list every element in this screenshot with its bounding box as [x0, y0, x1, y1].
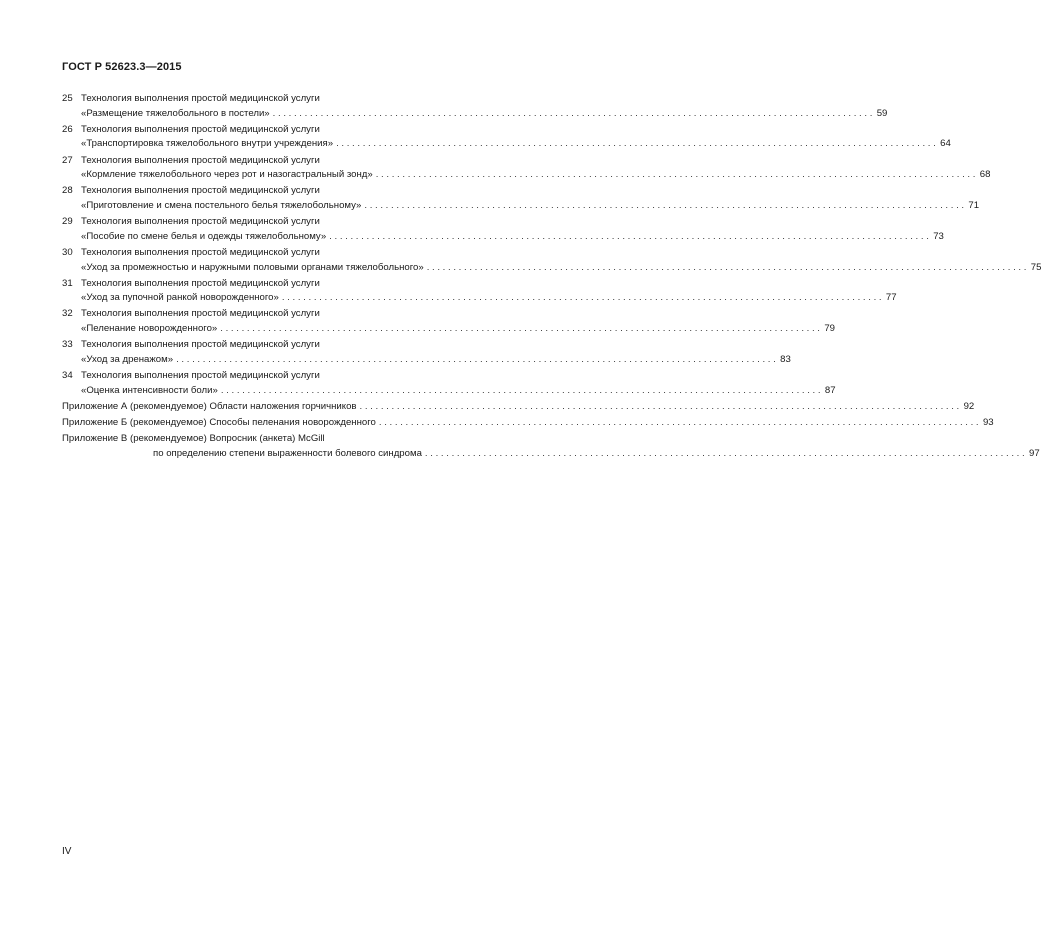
dot-leader [221, 384, 821, 399]
toc-entry-page: 87 [824, 384, 836, 396]
toc-entry[interactable] [62, 215, 944, 244]
toc-entry-page: 77 [885, 292, 897, 304]
toc-appendix-continuation: по определению степени выраженности болевого синдрома [153, 447, 422, 459]
toc-entry-subtitle: «Пеленание новорожденного» [81, 323, 218, 335]
dot-leader [379, 416, 979, 431]
toc-entry[interactable] [62, 154, 991, 183]
dot-leader [220, 322, 820, 337]
dot-leader [425, 447, 1025, 462]
toc-entry-number: 32 [62, 308, 73, 320]
toc-appendix[interactable] [62, 416, 994, 431]
toc-entry-title: Технология выполнения простой медицинской услуги [81, 216, 320, 228]
toc-entry[interactable] [62, 123, 951, 152]
dot-leader [336, 137, 936, 152]
toc-entry-page: 71 [968, 199, 980, 211]
toc-entry[interactable] [62, 338, 791, 367]
toc-entry-number: 27 [62, 154, 73, 166]
page-number: IV [62, 846, 72, 857]
toc-entry-number: 29 [62, 216, 73, 228]
toc-appendix[interactable] [62, 400, 975, 415]
toc-entry-title: Технология выполнения простой медицинской услуги [81, 339, 320, 351]
toc-entry-title: Технология выполнения простой медицинской услуги [81, 370, 320, 382]
toc-entry-title: Технология выполнения простой медицинской услуги [81, 308, 320, 320]
toc-entry-title: Технология выполнения простой медицинской услуги [81, 277, 320, 289]
toc-entry-title: Технология выполнения простой медицинской услуги [81, 246, 320, 258]
toc-entry-page: 79 [824, 323, 835, 335]
table-of-contents [62, 92, 1041, 463]
toc-entry-subtitle: «Уход за дренажом» [81, 353, 174, 365]
toc-entry-subtitle: «Уход за промежностью и наружными половыми органами тяжелобольного» [81, 261, 424, 273]
toc-entry-subtitle: «Кормление тяжелобольного через рот и назогастральный зонд» [81, 169, 373, 181]
toc-entry-number: 28 [62, 185, 73, 197]
toc-entry-subtitle: «Уход за пупочной ранкой новорожденного» [81, 292, 279, 304]
toc-entry-number: 31 [62, 277, 73, 289]
toc-appendix[interactable] [62, 432, 1040, 461]
toc-entry-title: Технология выполнения простой медицинской услуги [81, 154, 320, 166]
toc-entry-number: 33 [62, 339, 73, 351]
dot-leader [273, 107, 873, 122]
toc-entry[interactable] [62, 246, 1041, 275]
toc-entry-title: Технология выполнения простой медицинской услуги [81, 93, 320, 104]
toc-entry-subtitle: «Оценка интенсивности боли» [81, 384, 218, 396]
toc-entry-page: 73 [933, 230, 944, 242]
toc-entry[interactable] [62, 92, 888, 121]
toc-entry[interactable] [62, 184, 980, 213]
toc-entry[interactable] [62, 277, 897, 306]
dot-leader [427, 261, 1027, 276]
toc-entry-page: 64 [940, 138, 951, 150]
toc-entry-title: Технология выполнения простой медицинской услуги [81, 123, 320, 135]
toc-entry-title: Технология выполнения простой медицинской услуги [81, 185, 320, 197]
toc-appendix-page: 97 [1028, 447, 1040, 459]
standard-id: ГОСТ Р 52623.3—2015 [62, 61, 182, 73]
dot-leader [364, 199, 964, 214]
toc-entry-page: 75 [1030, 261, 1041, 273]
toc-entry-number: 25 [62, 93, 73, 104]
toc-entry-page: 68 [979, 169, 991, 181]
dot-leader [282, 291, 882, 306]
toc-entry-subtitle: «Размещение тяжелобольного в постели» [81, 107, 270, 119]
toc-entry[interactable] [62, 369, 836, 398]
toc-entry-subtitle: «Приготовление и смена постельного белья тяжелобольному» [81, 199, 362, 211]
toc-entry-number: 34 [62, 370, 73, 382]
dot-leader [376, 168, 976, 183]
toc-appendix-page: 92 [963, 400, 975, 412]
toc-appendix-title: Приложение А (рекомендуемое) Области наложения горчичников [62, 400, 357, 412]
dot-leader [360, 400, 960, 415]
document-header [62, 61, 182, 73]
toc-appendix-page: 93 [982, 417, 994, 428]
toc-appendix-title: Приложение В (рекомендуемое) Вопросник (анкета) McGill [62, 433, 325, 445]
toc-entry-subtitle: «Транспортировка тяжелобольного внутри учреждения» [81, 138, 334, 150]
toc-entry-subtitle: «Пособие по смене белья и одежды тяжелобольному» [81, 230, 327, 242]
toc-entry-page: 59 [876, 107, 888, 119]
toc-entry-number: 30 [62, 246, 73, 258]
toc-appendix-title: Приложение Б (рекомендуемое) Способы пеленания новорожденного [62, 417, 376, 428]
toc-entry-page: 83 [780, 353, 791, 365]
dot-leader [176, 353, 776, 368]
toc-entry-number: 26 [62, 123, 73, 135]
dot-leader [329, 230, 929, 245]
toc-entry[interactable] [62, 307, 835, 336]
